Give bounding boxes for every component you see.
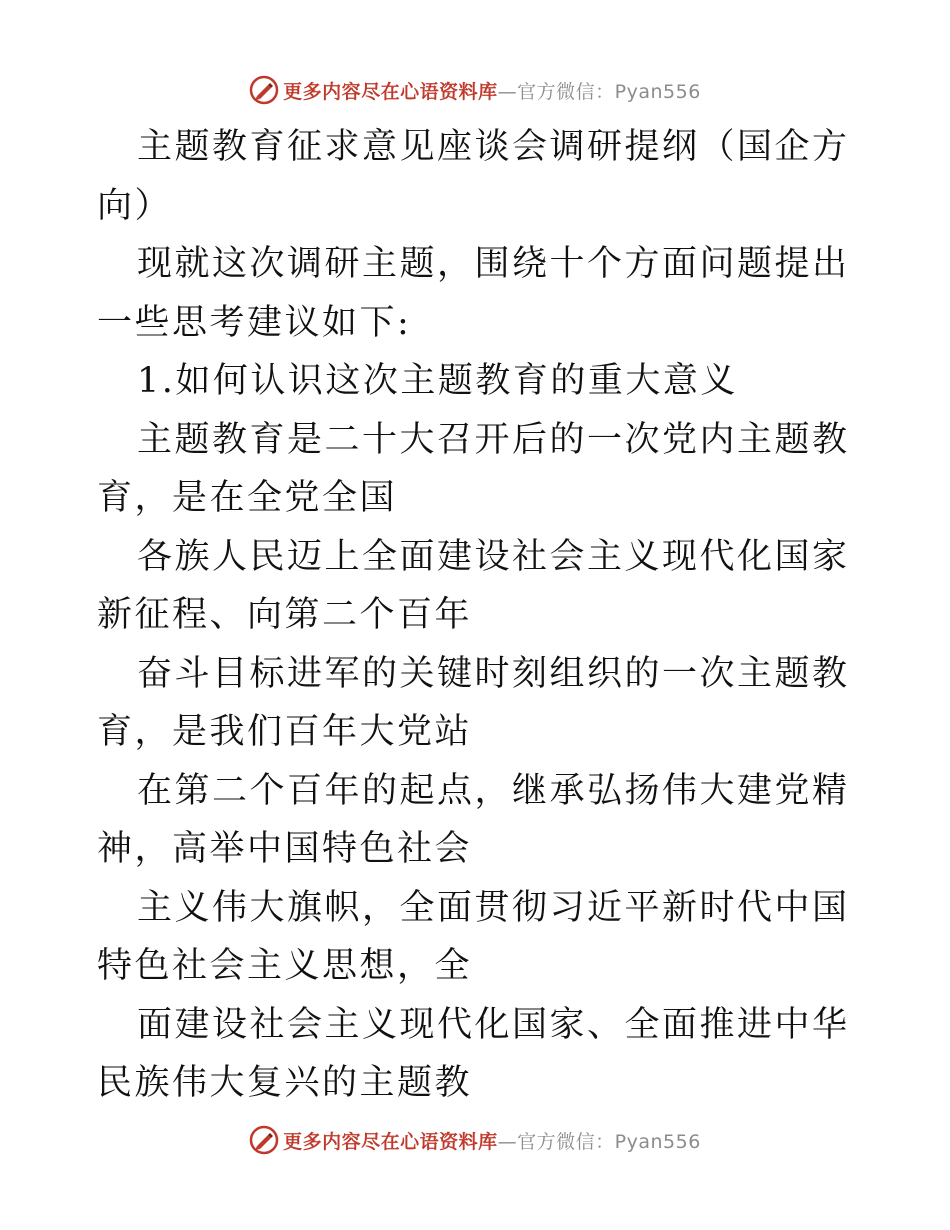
- watermark-site-text: 更多内容尽在心语资料库: [283, 80, 498, 103]
- watermark-separator: —: [497, 80, 518, 103]
- pen-logo-icon: [249, 1125, 279, 1155]
- watermark-contact-text: 官方微信：Pyan556: [517, 1130, 701, 1153]
- body-paragraph: 主义伟大旗帜，全面贯彻习近平新时代中国特色社会主义思想，全: [97, 887, 850, 986]
- document-body: [97, 118, 857, 1113]
- body-paragraph: 奋斗目标进军的关键时刻组织的一次主题教育，是我们百年大党站: [97, 653, 850, 752]
- footer-watermark: [0, 1123, 950, 1157]
- pen-logo-icon: [249, 75, 279, 105]
- watermark-site-text: 更多内容尽在心语资料库: [283, 1130, 498, 1153]
- body-paragraph: 面建设社会主义现代化国家、全面推进中华民族伟大复兴的主题教: [97, 1004, 850, 1103]
- intro-paragraph: 现就这次调研主题，围绕十个方面问题提出一些思考建议如下:: [97, 244, 850, 343]
- section-heading: 1.如何认识这次主题教育的重大意义: [137, 361, 738, 401]
- document-title: 主题教育征求意见座谈会调研提纲（国企方向）: [97, 127, 850, 226]
- body-paragraph: 主题教育是二十大召开后的一次党内主题教育，是在全党全国: [97, 419, 850, 518]
- watermark-contact-text: 官方微信：Pyan556: [517, 80, 701, 103]
- body-paragraph: 各族人民迈上全面建设社会主义现代化国家新征程、向第二个百年: [97, 536, 850, 635]
- header-watermark: [0, 73, 950, 107]
- body-paragraph: 在第二个百年的起点，继承弘扬伟大建党精神，高举中国特色社会: [97, 770, 850, 869]
- watermark-separator: —: [497, 1130, 518, 1153]
